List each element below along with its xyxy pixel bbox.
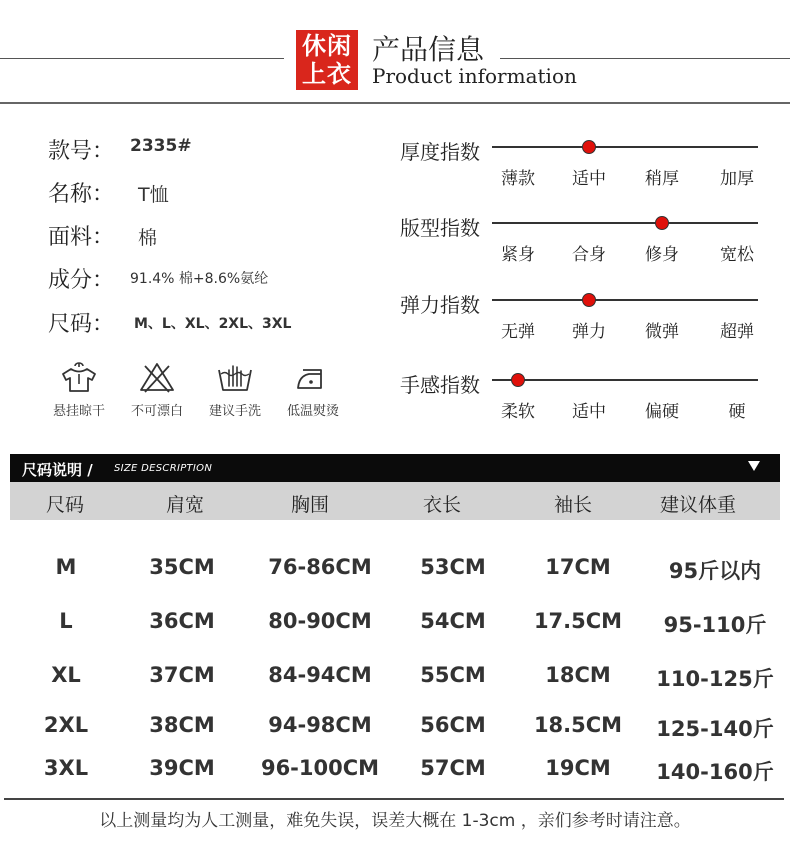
index-option: 稍厚 bbox=[645, 169, 679, 189]
size-section-title: 尺码说明 / bbox=[22, 461, 93, 479]
index-label: 弹力指数 bbox=[400, 293, 480, 317]
table-cell: 36CM bbox=[149, 609, 215, 633]
index-option: 适中 bbox=[572, 169, 606, 189]
low-iron-icon bbox=[293, 360, 333, 394]
size-description-bar bbox=[10, 454, 780, 482]
table-cell: 2XL bbox=[43, 713, 89, 737]
table-cell: 76-86CM bbox=[268, 555, 372, 579]
hang-dry-icon bbox=[59, 360, 99, 394]
index-marker bbox=[582, 293, 596, 307]
category-badge bbox=[296, 30, 358, 90]
table-cell: 125-140斤 bbox=[656, 717, 774, 741]
info-label-sizes: 尺码： bbox=[48, 312, 115, 337]
index-option: 紧身 bbox=[501, 245, 535, 265]
index-option: 适中 bbox=[572, 402, 606, 422]
header-divider bbox=[0, 102, 790, 104]
table-cell: XL bbox=[51, 663, 81, 687]
table-cell: 18CM bbox=[545, 663, 611, 687]
column-header: 尺码 bbox=[45, 494, 85, 516]
index-option: 加厚 bbox=[720, 169, 754, 189]
care-label: 悬挂晾干 bbox=[52, 404, 105, 419]
index-scale-line bbox=[492, 299, 758, 301]
badge-line1: 休闲 bbox=[302, 32, 352, 60]
footer-divider bbox=[4, 798, 784, 800]
care-label: 不可漂白 bbox=[130, 404, 183, 419]
index-marker bbox=[582, 140, 596, 154]
size-table-header bbox=[10, 482, 780, 520]
table-cell: 95-110斤 bbox=[663, 613, 767, 637]
index-scale-line bbox=[492, 146, 758, 148]
index-option: 超弹 bbox=[720, 322, 754, 342]
table-cell: 96-100CM bbox=[260, 756, 380, 780]
index-option: 薄款 bbox=[501, 169, 535, 189]
table-cell: 17.5CM bbox=[533, 609, 623, 633]
table-cell: 84-94CM bbox=[268, 663, 372, 687]
index-option: 修身 bbox=[645, 245, 679, 265]
info-label-style: 款号： bbox=[48, 139, 115, 164]
index-option: 微弹 bbox=[645, 322, 679, 342]
care-low-iron bbox=[268, 360, 358, 419]
column-header: 胸围 bbox=[290, 494, 330, 516]
column-header: 袖长 bbox=[553, 494, 593, 516]
info-value-style: 2335# bbox=[130, 136, 192, 156]
header-left-line bbox=[0, 58, 284, 59]
index-label: 版型指数 bbox=[400, 216, 480, 240]
table-cell: 95斤以内 bbox=[668, 559, 762, 583]
care-hang-dry bbox=[34, 360, 124, 419]
chevron-down-icon bbox=[748, 461, 760, 471]
measurement-note: 以上测量均为人工测量，难免失误，误差大概在 1-3cm ，亲们参考时请注意。 bbox=[99, 811, 691, 831]
page-subtitle: Product information bbox=[372, 64, 577, 88]
index-option: 硬 bbox=[728, 402, 746, 422]
index-label: 手感指数 bbox=[400, 373, 480, 397]
care-label: 建议手洗 bbox=[208, 404, 261, 419]
info-value-fabric: 棉 bbox=[138, 227, 158, 249]
index-option: 宽松 bbox=[720, 245, 754, 265]
table-cell: 110-125斤 bbox=[656, 667, 774, 691]
care-label: 低温熨烫 bbox=[286, 404, 339, 419]
info-value-sizes: M、L、XL、2XL、3XL bbox=[134, 316, 292, 332]
table-cell: 39CM bbox=[149, 756, 215, 780]
column-header: 建议体重 bbox=[659, 494, 737, 516]
info-label-fabric: 面料： bbox=[48, 225, 115, 250]
care-no-bleach bbox=[112, 360, 202, 419]
index-marker bbox=[655, 216, 669, 230]
no-bleach-icon bbox=[137, 360, 177, 394]
header-right-line bbox=[500, 58, 790, 59]
info-label-name: 名称： bbox=[48, 182, 115, 207]
table-cell: 56CM bbox=[420, 713, 486, 737]
table-cell: 19CM bbox=[545, 756, 611, 780]
index-option: 柔软 bbox=[501, 402, 535, 422]
index-marker bbox=[511, 373, 525, 387]
page-title: 产品信息 bbox=[372, 33, 485, 66]
table-cell: 18.5CM bbox=[533, 713, 623, 737]
table-cell: L bbox=[59, 609, 73, 633]
care-hand-wash bbox=[190, 360, 280, 419]
table-cell: 80-90CM bbox=[268, 609, 372, 633]
size-section-subtitle: SIZE DESCRIPTION bbox=[114, 463, 213, 474]
table-cell: 54CM bbox=[420, 609, 486, 633]
index-option: 弹力 bbox=[572, 322, 606, 342]
table-cell: M bbox=[55, 555, 77, 579]
index-option: 偏硬 bbox=[645, 402, 679, 422]
table-cell: 55CM bbox=[420, 663, 486, 687]
info-value-name: T恤 bbox=[138, 184, 169, 206]
info-label-composition: 成分： bbox=[48, 268, 115, 293]
index-scale-line bbox=[492, 222, 758, 224]
index-scale-line bbox=[492, 379, 758, 381]
index-option: 合身 bbox=[572, 245, 606, 265]
table-cell: 140-160斤 bbox=[656, 760, 774, 784]
info-value-composition: 91.4% 棉+8.6%氨纶 bbox=[130, 271, 269, 287]
hand-wash-icon bbox=[215, 360, 255, 394]
index-label: 厚度指数 bbox=[400, 140, 480, 164]
column-header: 肩宽 bbox=[165, 494, 205, 516]
table-cell: 57CM bbox=[420, 756, 486, 780]
table-cell: 3XL bbox=[43, 756, 89, 780]
column-header: 衣长 bbox=[422, 494, 462, 516]
index-option: 无弹 bbox=[501, 322, 535, 342]
table-cell: 17CM bbox=[545, 555, 611, 579]
table-cell: 38CM bbox=[149, 713, 215, 737]
table-cell: 94-98CM bbox=[268, 713, 372, 737]
table-cell: 35CM bbox=[149, 555, 215, 579]
badge-line2: 上衣 bbox=[302, 60, 352, 88]
table-cell: 53CM bbox=[420, 555, 486, 579]
table-cell: 37CM bbox=[149, 663, 215, 687]
